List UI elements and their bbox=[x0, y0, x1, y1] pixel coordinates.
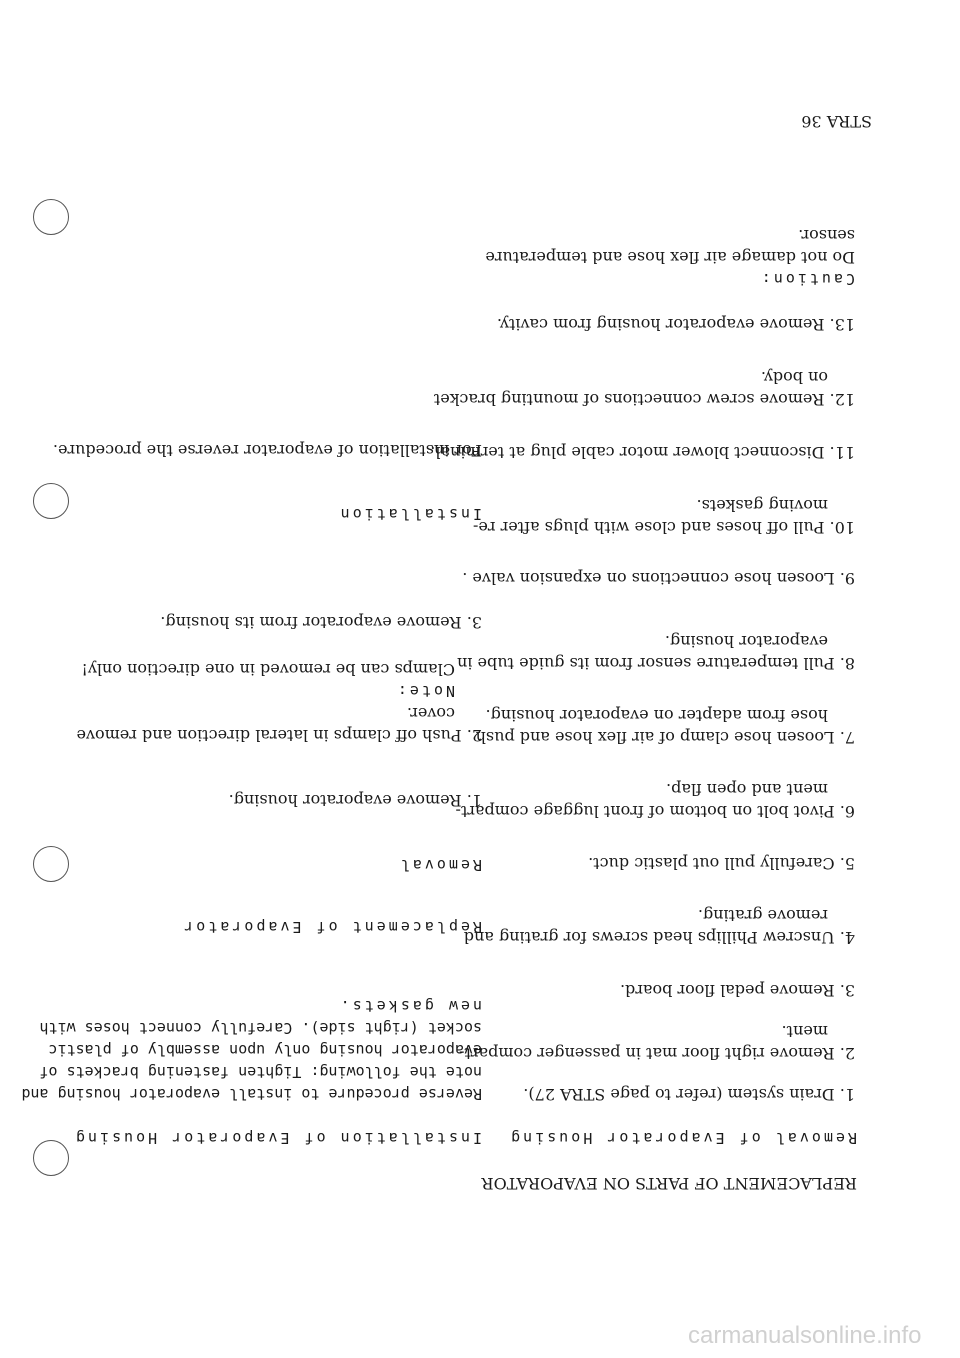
step-4-cont: remove grating. bbox=[697, 906, 828, 925]
caution-label: Caution: bbox=[758, 270, 855, 288]
step-2-cont: ment. bbox=[781, 1022, 828, 1041]
step-6: 6. Pivot bolt on bottom of front luggage compart- bbox=[455, 802, 855, 821]
binder-hole-4 bbox=[33, 199, 69, 235]
step-13: 13. Remove evaporator housing from cavity. bbox=[496, 315, 855, 334]
installation-para-line-5: new gaskets. bbox=[337, 997, 482, 1015]
installation-heading: Installation bbox=[337, 505, 482, 523]
step-12-cont: on body. bbox=[760, 368, 828, 387]
step-10: 10. Pull off hoses and close with plugs after re- bbox=[472, 518, 855, 537]
step-7-cont: hose from adapter on evaporator housing. bbox=[485, 706, 828, 725]
step-7: 7. Loosen hose clamp of air flex hose and push bbox=[475, 728, 855, 747]
caution-text-line-2: sensor. bbox=[798, 226, 855, 245]
step-3: 3. Remove pedal floor board. bbox=[619, 981, 855, 1000]
step-1: 1. Drain system (refer to page STRA 27). bbox=[523, 1085, 855, 1104]
installation-para-line-1: Reverse procedure to install evaporator housing and bbox=[21, 1085, 482, 1103]
step-12: 12. Remove screw connections of mounting bracket bbox=[433, 390, 855, 409]
binder-hole-3 bbox=[33, 483, 69, 519]
installation-para-line-4: socket (right side). Carefully connect hoses with bbox=[39, 1019, 482, 1037]
installation-para-line-3: evaporator housing only upon assembly of plastic bbox=[48, 1041, 482, 1059]
step-2: 2. Remove right floor mat in passenger compart- bbox=[459, 1044, 855, 1063]
binder-hole-2 bbox=[33, 846, 69, 882]
step-8-cont: evaporator housing. bbox=[664, 632, 828, 651]
binder-hole-1 bbox=[33, 1140, 69, 1176]
note-label: Note: bbox=[394, 682, 455, 700]
page-number: STRA 36 bbox=[801, 112, 872, 131]
step-10-cont: moving gaskets. bbox=[696, 496, 828, 515]
removal-step-2: 2. Push off clamps in lateral direction and remove bbox=[76, 726, 482, 745]
step-9: 9. Loosen hose connections on expansion valve . bbox=[462, 569, 855, 588]
installation-para-line-2: note the following: Tighten fastening brackets of bbox=[39, 1063, 482, 1081]
removal-step-1: 1. Remove evaporator housing. bbox=[228, 791, 482, 810]
section-heading-removal-housing: Removal of Evaporator Housing bbox=[508, 1129, 857, 1147]
step-8: 8. Pull temperature sensor from its guide tube in bbox=[457, 654, 855, 673]
step-11: 11. Disconnect blower motor cable plug at terminal. bbox=[430, 443, 855, 462]
step-4: 4. Unscrew Phillips head screws for grating and bbox=[463, 928, 855, 947]
section-heading-replacement-evaporator: Replacement of Evaporator bbox=[181, 918, 482, 936]
step-6-cont: ment and open flap. bbox=[666, 780, 828, 799]
note-text: Clamps can be removed in one direction only! bbox=[81, 660, 455, 679]
caution-text-line-1: Do not damage air flex hose and temperature bbox=[485, 248, 855, 267]
installation-text: For installation of evaporator reverse the procedure. bbox=[52, 441, 482, 460]
watermark: carmanualsonline.info bbox=[688, 1322, 922, 1349]
removal-step-2-cont: cover. bbox=[406, 704, 455, 723]
page-title: REPLACEMENT OF PARTS ON EVAPORATOR bbox=[481, 1174, 857, 1193]
removal-heading: Removal bbox=[397, 856, 482, 874]
step-5: 5. Carefully pull out plastic duct. bbox=[588, 854, 855, 873]
removal-step-3: 3. Remove evaporator from its housing. bbox=[160, 613, 482, 632]
section-heading-installation-housing: Installation of Evaporator Housing bbox=[72, 1129, 482, 1147]
